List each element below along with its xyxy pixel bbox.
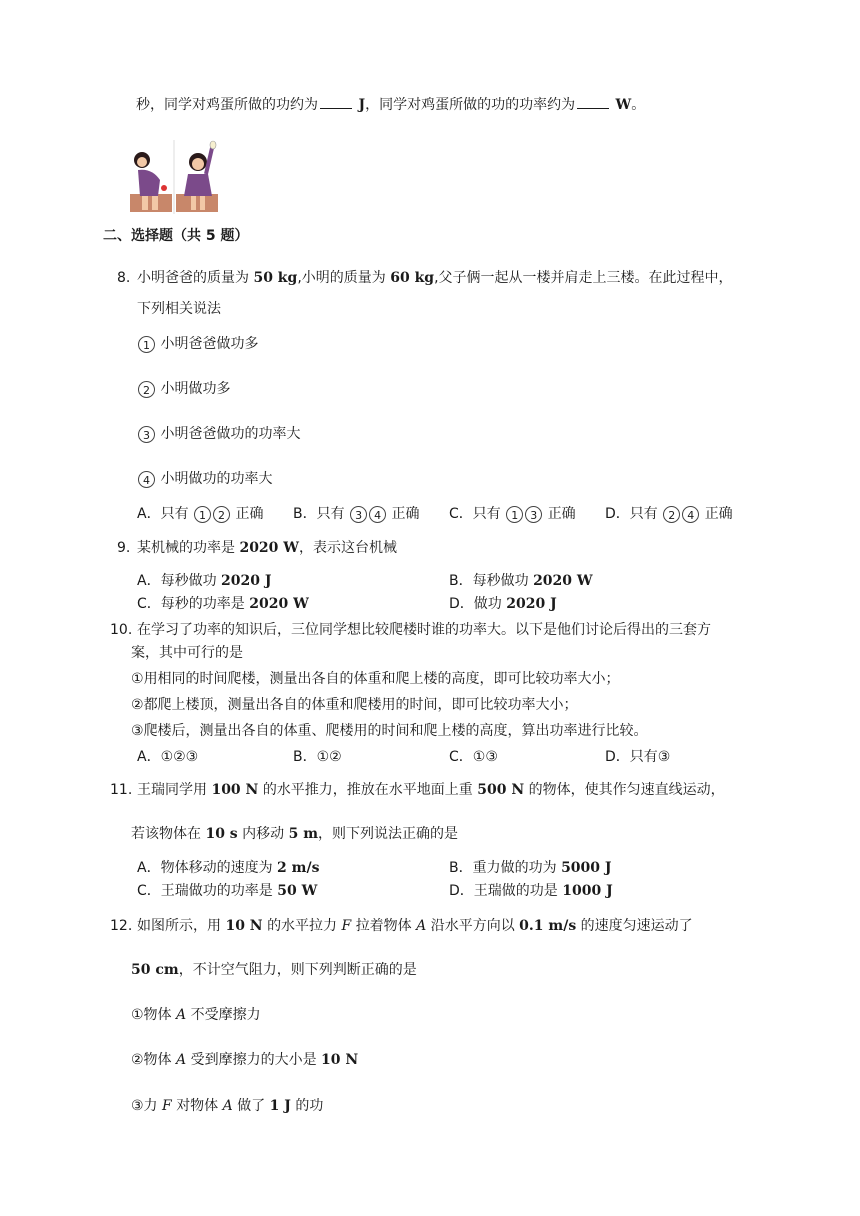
text: 受到摩擦力的大小是 bbox=[190, 1052, 317, 1068]
option-a[interactable] bbox=[137, 858, 319, 878]
option-d[interactable] bbox=[449, 594, 557, 614]
plan-text: 用相同的时间爬楼，测量出各自的体重和爬上楼的高度，即可比较功率大小； bbox=[143, 671, 620, 687]
value: 50 kg bbox=[253, 270, 298, 286]
value: 10 N bbox=[225, 918, 263, 934]
statement-item bbox=[131, 1096, 323, 1116]
value: 0.1 m/s bbox=[519, 918, 577, 934]
unit: W bbox=[615, 97, 632, 113]
option-d[interactable]: D．只有③ bbox=[605, 749, 671, 765]
option-text: A．物体移动的速度为 bbox=[137, 860, 273, 876]
value: 5000 J bbox=[561, 860, 612, 876]
option-b[interactable] bbox=[449, 858, 612, 878]
option-b[interactable] bbox=[293, 504, 420, 524]
text: 某机械的功率是 bbox=[137, 540, 235, 556]
value: 2020 W bbox=[249, 596, 309, 612]
text: 如图所示，用 bbox=[137, 918, 221, 934]
statement-item bbox=[137, 424, 300, 444]
text: 秒，同学对鸡蛋所做的功约为 bbox=[136, 97, 318, 113]
text: ，不计空气阻力，则下列判断正确的是 bbox=[178, 962, 417, 978]
circled-number: 2 bbox=[138, 381, 155, 398]
statement-text: 小明做功多 bbox=[160, 381, 231, 397]
text: ③力 bbox=[131, 1098, 158, 1114]
value: 1 J bbox=[269, 1098, 291, 1114]
statement-item bbox=[137, 379, 230, 399]
text: 的物体，使其作匀速直线运动， bbox=[528, 782, 725, 798]
option-a[interactable]: A．①②③ bbox=[137, 749, 199, 765]
value: 2020 J bbox=[506, 596, 557, 612]
text: ①物体 bbox=[131, 1007, 172, 1023]
question-number: 8. bbox=[117, 270, 131, 286]
question-9-stem bbox=[137, 538, 397, 558]
option-text: 正确 bbox=[547, 506, 576, 522]
plan-item bbox=[131, 669, 620, 689]
option-text: 正确 bbox=[704, 506, 733, 522]
value: 10 s bbox=[205, 826, 238, 842]
variable: F bbox=[162, 1098, 172, 1114]
text: ，表示这台机械 bbox=[299, 540, 398, 556]
students-egg-illustration bbox=[128, 140, 220, 214]
option-c[interactable] bbox=[137, 594, 309, 614]
question-12-stem-line2 bbox=[131, 960, 417, 980]
circled-number: ③ bbox=[131, 723, 144, 739]
circled-number: ① bbox=[131, 671, 144, 687]
text: 内移动 bbox=[242, 826, 285, 842]
option-label: D．只有 bbox=[605, 506, 658, 522]
text: ,父子俩一起从一楼并肩走上三楼。在此过程中， bbox=[434, 270, 733, 286]
question-8-stem bbox=[137, 268, 733, 288]
question-11-stem bbox=[137, 780, 725, 800]
question-number: 9. bbox=[117, 540, 131, 556]
value: 2020 W bbox=[533, 573, 593, 589]
text: 的速度匀速运动了 bbox=[580, 918, 693, 934]
option-label: A．只有 bbox=[137, 506, 189, 522]
text: 沿水平方向以 bbox=[430, 918, 515, 934]
circled-number: 3 bbox=[138, 426, 155, 443]
question-10-stem: 在学习了功率的知识后，三位同学想比较爬楼时谁的功率大。以下是他们讨论后得出的三套方 bbox=[137, 622, 711, 638]
option-c[interactable] bbox=[137, 881, 317, 901]
option-c[interactable] bbox=[449, 504, 576, 524]
text: 王瑞同学用 bbox=[137, 782, 207, 798]
circled-number: 1 bbox=[138, 336, 155, 353]
value: 500 N bbox=[477, 782, 525, 798]
text: 不受摩擦力 bbox=[190, 1007, 261, 1023]
option-text: A．每秒做功 bbox=[137, 573, 217, 589]
option-text: C．王瑞做功的功率是 bbox=[137, 883, 273, 899]
option-text: B．重力做的功为 bbox=[449, 860, 557, 876]
text: 的功 bbox=[295, 1098, 324, 1114]
text: 做了 bbox=[237, 1098, 266, 1114]
answer-blank[interactable] bbox=[320, 94, 352, 109]
answer-blank[interactable] bbox=[577, 94, 609, 109]
text: ，同学对鸡蛋所做的功的功率约为 bbox=[365, 97, 576, 113]
question-12-stem bbox=[137, 916, 693, 936]
circled-number: 3 bbox=[525, 506, 542, 523]
value: 2 m/s bbox=[277, 860, 320, 876]
variable: A bbox=[176, 1007, 187, 1023]
text: 。 bbox=[631, 97, 646, 113]
plan-text: 爬楼后，测量出各自的体重、爬楼用的时间和爬上楼的高度，算出功率进行比较。 bbox=[143, 723, 648, 739]
statement-text: 小明爸爸做功的功率大 bbox=[160, 426, 301, 442]
value: 100 N bbox=[211, 782, 259, 798]
question-number: 11. bbox=[110, 782, 133, 798]
statement-item bbox=[137, 469, 272, 489]
statement-item bbox=[137, 334, 258, 354]
option-a[interactable] bbox=[137, 571, 272, 591]
option-text: C．每秒的功率是 bbox=[137, 596, 245, 612]
value: 2020 W bbox=[239, 540, 300, 556]
text: ②物体 bbox=[131, 1052, 172, 1068]
question-10-stem-line2: 案，其中可行的是 bbox=[131, 645, 243, 661]
variable: A bbox=[222, 1098, 233, 1114]
text: 的水平推力，推放在水平地面上重 bbox=[262, 782, 473, 798]
option-text: 正确 bbox=[235, 506, 264, 522]
circled-number: 1 bbox=[506, 506, 523, 523]
section-title: 二、选择题（共 5 题） bbox=[103, 228, 249, 244]
circled-number: 2 bbox=[213, 506, 230, 523]
option-label: B．只有 bbox=[293, 506, 345, 522]
option-b[interactable] bbox=[449, 571, 593, 591]
option-c[interactable]: C．①③ bbox=[449, 749, 498, 765]
option-label: C．只有 bbox=[449, 506, 501, 522]
text: 的水平拉力 bbox=[267, 918, 338, 934]
value: 1000 J bbox=[562, 883, 613, 899]
circled-number: 4 bbox=[138, 471, 155, 488]
option-b[interactable]: B．①② bbox=[293, 749, 342, 765]
value: 50 cm bbox=[131, 962, 179, 978]
unit: J bbox=[358, 97, 366, 113]
circled-number: ② bbox=[131, 697, 144, 713]
option-d[interactable] bbox=[449, 881, 613, 901]
value: 60 kg bbox=[390, 270, 435, 286]
circled-number: 1 bbox=[194, 506, 211, 523]
question-number: 12. bbox=[110, 918, 133, 934]
option-text: B．每秒做功 bbox=[449, 573, 529, 589]
circled-number: 4 bbox=[369, 506, 386, 523]
value: 2020 J bbox=[221, 573, 272, 589]
statement-text: 小明爸爸做功多 bbox=[160, 336, 259, 352]
statement-item bbox=[131, 1005, 261, 1025]
value: 50 W bbox=[277, 883, 318, 899]
value: 10 N bbox=[321, 1052, 359, 1068]
statement-item bbox=[131, 1050, 358, 1070]
plan-item bbox=[131, 721, 648, 741]
question-continuation bbox=[136, 94, 645, 115]
text: ,小明的质量为 bbox=[297, 270, 386, 286]
text: 对物体 bbox=[176, 1098, 219, 1114]
value: 5 m bbox=[288, 826, 319, 842]
variable: A bbox=[416, 918, 427, 934]
option-text: D．做功 bbox=[449, 596, 502, 612]
text: 拉着物体 bbox=[355, 918, 412, 934]
option-d[interactable] bbox=[605, 504, 733, 524]
variable: A bbox=[176, 1052, 187, 1068]
text: 小明爸爸的质量为 bbox=[137, 270, 249, 286]
variable: F bbox=[341, 918, 352, 934]
text: ，则下列说法正确的是 bbox=[318, 826, 459, 842]
question-8-stem-line2: 下列相关说法 bbox=[137, 301, 221, 317]
circled-number: 3 bbox=[350, 506, 367, 523]
plan-text: 都爬上楼顶，测量出各自的体重和爬楼用的时间，即可比较功率大小； bbox=[143, 697, 578, 713]
text: 若该物体在 bbox=[131, 826, 201, 842]
question-11-stem-line2 bbox=[131, 824, 458, 844]
option-a[interactable] bbox=[137, 504, 263, 524]
option-text: 正确 bbox=[391, 506, 420, 522]
question-number: 10. bbox=[110, 622, 133, 638]
statement-text: 小明做功的功率大 bbox=[160, 471, 273, 487]
circled-number: 4 bbox=[682, 506, 699, 523]
option-text: D．王瑞做的功是 bbox=[449, 883, 558, 899]
circled-number: 2 bbox=[663, 506, 680, 523]
plan-item bbox=[131, 695, 578, 715]
